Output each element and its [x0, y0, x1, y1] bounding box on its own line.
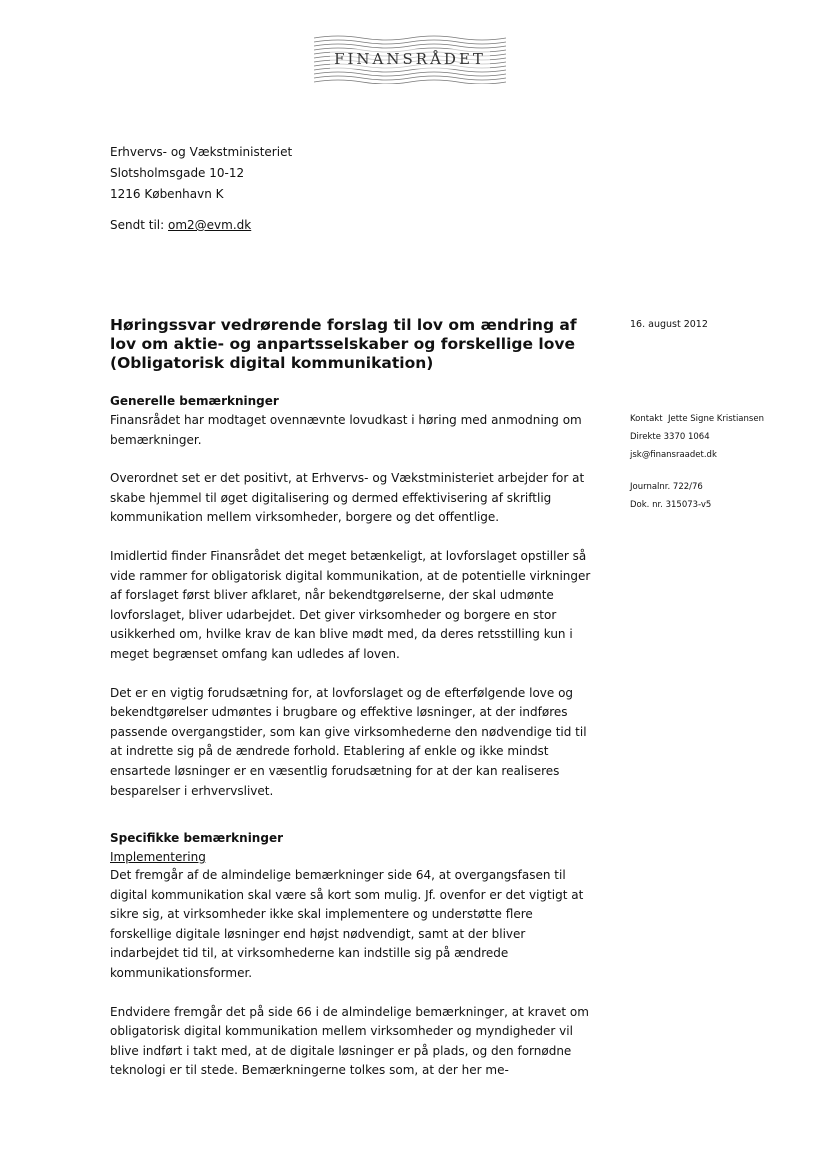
body-paragraph: Det er en vigtig forudsætning for, at lovforslaget og de efterfølgende love og bekendtgørelser udmøntes i brugbare og effektive løsninger, at der indføres passende overgangstider, som kan give virksomhederne den nødvendige tid til at indrette sig på de ændrede forhold. Etablering af enkle og ikke mindst ensartede løsninger er en væsentlig forudsætning for at der kan realiseres besparelser i erhvervslivet. [110, 685, 587, 798]
contact-sidebar [630, 410, 764, 514]
specific-heading: Specifikke bemærkninger [110, 831, 283, 846]
body-paragraph: Imidlertid finder Finansrådet det meget betænkeligt, at lovforslaget opstiller så vide rammer for obligatorisk digital kommunikation, at de potentielle virkninger af forslaget først bliver afklaret, når bekendtgørelserne, der skal udmønte lovforslaget, bliver udarbejdet. Det giver virksomheder og borgere en stor usikkerhed om, hvilke krav de kan blive mødt med, da deres retsstilling kun i meget begrænset omfang kan udledes af loven. [110, 548, 591, 661]
journal-value: 722/76 [672, 482, 703, 492]
doc-number-line [630, 496, 764, 514]
contact-name: Jette Signe Kristiansen [667, 414, 764, 424]
sent-to [110, 218, 251, 232]
journal-label: Journalnr. [630, 482, 671, 492]
address-line: Slotsholmsgade 10-12 [110, 166, 245, 180]
general-heading: Generelle bemærkninger [110, 394, 279, 408]
contact-email: jsk@finansraadet.dk [630, 450, 717, 460]
doc-value: 315073-v5 [665, 500, 712, 510]
direct-value: 3370 1064 [663, 432, 710, 442]
sent-to-email-link[interactable]: om2@evm.dk [168, 218, 252, 232]
journal-line [630, 478, 764, 496]
doc-label: Dok. nr. [630, 500, 663, 510]
letter-body [110, 392, 595, 1100]
contact-line [630, 410, 764, 428]
contact-label: Kontakt [630, 414, 663, 424]
direct-line [630, 428, 764, 446]
body-paragraph: Finansrådet har modtaget ovennævnte lovudkast i høring med anmodning om bemærkninger. [110, 413, 582, 447]
recipient-address [110, 142, 292, 205]
finansraadet-logo [314, 34, 506, 84]
sent-to-label: Sendt til: [110, 218, 165, 232]
logo-wordmark: FINANSRÅDET [314, 34, 506, 84]
body-paragraph: Endvidere fremgår det på side 66 i de almindelige bemærkninger, at kravet om obligatorisk digital kommunikation mellem virksomheder og myndigheder vil blive indført i takt med, at de digitale løsninger er på plads, og den fornødne teknologi er til stede. Bemærkningerne tolkes som, at der her me- [110, 1004, 589, 1078]
address-line: Erhvervs- og Vækstministeriet [110, 145, 293, 159]
body-paragraph: Overordnet set er det positivt, at Erhvervs- og Vækstministeriet arbejder for at skabe hjemmel til øget digitalisering og dermed effektivisering af skriftlig kommunikation mellem virksomheder, borgere og det offentlige. [110, 471, 585, 525]
body-paragraph: Det fremgår af de almindelige bemærkninger side 64, at overgangsfasen til digital kommunikation skal være så kort som mulig. Jf. ovenfor er det vigtigt at sikre sig, at virksomheder ikke skal implementere og understøtte flere forskellige digitale løsninger end højst nødvendigt, samt at der bliver indarbejdet tid til, at virksomhederne kan indstille sig på ændrede kommunikationsformer. [110, 868, 584, 981]
implementation-subheading: Implementering [110, 850, 206, 865]
document-date: 16. august 2012 [630, 319, 708, 330]
direct-label: Direkte [630, 432, 661, 442]
address-line: 1216 København K [110, 187, 224, 201]
document-title: Høringssvar vedrørende forslag til lov om ændring af lov om aktie- og anpartsselskaber og forskellige love (Obligatorisk digital kommunikation) [110, 316, 577, 372]
